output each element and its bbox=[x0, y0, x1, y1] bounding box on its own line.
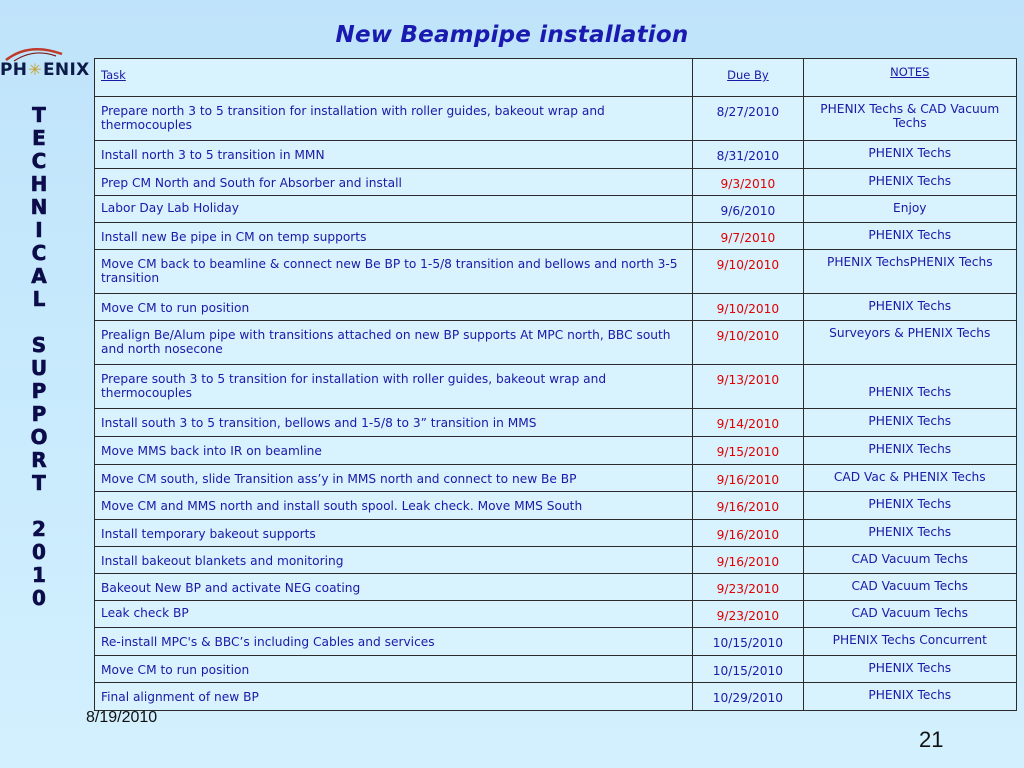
notes-cell: PHENIX Techs bbox=[803, 294, 1016, 321]
vertical-letter: C bbox=[31, 241, 47, 265]
notes-cell: PHENIX Techs bbox=[803, 169, 1016, 196]
table-row bbox=[95, 223, 1017, 250]
due-date-cell: 10/29/2010 bbox=[693, 683, 803, 711]
vertical-letter: E bbox=[32, 126, 46, 150]
notes-cell: PHENIX Techs bbox=[803, 141, 1016, 169]
vertical-letter: T bbox=[32, 471, 46, 495]
notes-cell: PHENIX Techs bbox=[803, 492, 1016, 520]
table-row bbox=[95, 409, 1017, 437]
table-row bbox=[95, 574, 1017, 601]
task-cell: Prep CM North and South for Absorber and install bbox=[95, 169, 693, 196]
task-cell: Install new Be pipe in CM on temp supports bbox=[95, 223, 693, 250]
table-row bbox=[95, 294, 1017, 321]
task-cell: Install south 3 to 5 transition, bellows and 1-5/8 to 3” transition in MMS bbox=[95, 409, 693, 437]
task-cell: Prealign Be/Alum pipe with transitions attached on new BP supports At MPC north, BBC south and north nosecone bbox=[95, 321, 693, 365]
notes-cell: PHENIX Techs bbox=[803, 437, 1016, 465]
notes-cell: PHENIX Techs & CAD Vacuum Techs bbox=[803, 97, 1016, 141]
header-notes: NOTES bbox=[803, 59, 1016, 97]
table-row bbox=[95, 250, 1017, 294]
due-date-cell: 9/15/2010 bbox=[693, 437, 803, 465]
header-task: Task bbox=[95, 59, 693, 97]
due-date-cell: 10/15/2010 bbox=[693, 628, 803, 656]
phenix-logo bbox=[0, 60, 90, 80]
due-date-cell: 9/16/2010 bbox=[693, 547, 803, 574]
notes-cell: CAD Vac & PHENIX Techs bbox=[803, 465, 1016, 492]
notes-cell: Enjoy bbox=[803, 196, 1016, 223]
vertical-letter: C bbox=[31, 149, 47, 173]
vertical-letter: L bbox=[32, 287, 46, 311]
vertical-letter bbox=[22, 495, 56, 518]
notes-cell: PHENIX Techs bbox=[803, 365, 1016, 409]
due-date-cell: 9/23/2010 bbox=[693, 574, 803, 601]
notes-cell: CAD Vacuum Techs bbox=[803, 601, 1016, 628]
table-header-row bbox=[95, 59, 1017, 97]
due-date-cell: 9/3/2010 bbox=[693, 169, 803, 196]
logo-star-icon: ✳ bbox=[28, 60, 43, 79]
logo-left-text: PH bbox=[0, 60, 28, 80]
vertical-letter: I bbox=[35, 218, 43, 242]
notes-cell: PHENIX TechsPHENIX Techs bbox=[803, 250, 1016, 294]
table-row bbox=[95, 321, 1017, 365]
table-row bbox=[95, 601, 1017, 628]
table-row bbox=[95, 365, 1017, 409]
page-number: 21 bbox=[919, 727, 944, 752]
task-cell: Re-install MPC's & BBC’s including Cables and services bbox=[95, 628, 693, 656]
vertical-letter: U bbox=[30, 356, 48, 380]
task-cell: Install bakeout blankets and monitoring bbox=[95, 547, 693, 574]
notes-cell: PHENIX Techs bbox=[803, 409, 1016, 437]
vertical-letter: P bbox=[31, 402, 47, 426]
due-date-cell: 8/31/2010 bbox=[693, 141, 803, 169]
task-cell: Install temporary bakeout supports bbox=[95, 520, 693, 547]
header-due-by: Due By bbox=[693, 59, 803, 97]
task-cell: Final alignment of new BP bbox=[95, 683, 693, 711]
logo-right-text: ENIX bbox=[43, 60, 90, 80]
table-row bbox=[95, 683, 1017, 711]
notes-cell: CAD Vacuum Techs bbox=[803, 547, 1016, 574]
due-date-cell: 9/16/2010 bbox=[693, 520, 803, 547]
task-cell: Move CM back to beamline & connect new Be BP to 1-5/8 transition and bellows and north 3-5 transition bbox=[95, 250, 693, 294]
due-date-cell: 9/23/2010 bbox=[693, 601, 803, 628]
vertical-letter: 1 bbox=[32, 563, 46, 587]
notes-cell: PHENIX Techs bbox=[803, 223, 1016, 250]
due-date-cell: 9/16/2010 bbox=[693, 465, 803, 492]
task-cell: Move CM and MMS north and install south spool. Leak check. Move MMS South bbox=[95, 492, 693, 520]
table-row bbox=[95, 196, 1017, 223]
due-date-cell: 9/10/2010 bbox=[693, 250, 803, 294]
due-date-cell: 8/27/2010 bbox=[693, 97, 803, 141]
table-row bbox=[95, 656, 1017, 683]
vertical-letter: O bbox=[30, 425, 48, 449]
notes-cell: PHENIX Techs bbox=[803, 656, 1016, 683]
task-cell: Move MMS back into IR on beamline bbox=[95, 437, 693, 465]
task-cell: Prepare north 3 to 5 transition for installation with roller guides, bakeout wrap and thermocouples bbox=[95, 97, 693, 141]
due-date-cell: 9/13/2010 bbox=[693, 365, 803, 409]
footer-date: 8/19/2010 bbox=[86, 709, 158, 726]
technical-support-vertical-text bbox=[22, 104, 56, 610]
notes-cell: CAD Vacuum Techs bbox=[803, 574, 1016, 601]
task-cell: Install north 3 to 5 transition in MMN bbox=[95, 141, 693, 169]
vertical-letter: N bbox=[30, 195, 48, 219]
due-date-cell: 9/10/2010 bbox=[693, 321, 803, 365]
notes-cell: PHENIX Techs bbox=[803, 683, 1016, 711]
due-date-cell: 9/7/2010 bbox=[693, 223, 803, 250]
task-cell: Labor Day Lab Holiday bbox=[95, 196, 693, 223]
notes-cell: PHENIX Techs bbox=[803, 520, 1016, 547]
table-row bbox=[95, 465, 1017, 492]
table-row bbox=[95, 437, 1017, 465]
table-row bbox=[95, 141, 1017, 169]
vertical-letter: S bbox=[31, 333, 47, 357]
due-date-cell: 9/16/2010 bbox=[693, 492, 803, 520]
notes-cell: PHENIX Techs Concurrent bbox=[803, 628, 1016, 656]
vertical-letter: R bbox=[31, 448, 47, 472]
due-date-cell: 9/10/2010 bbox=[693, 294, 803, 321]
table-row bbox=[95, 97, 1017, 141]
notes-cell: Surveyors & PHENIX Techs bbox=[803, 321, 1016, 365]
task-schedule-table bbox=[94, 58, 1017, 711]
table-row bbox=[95, 547, 1017, 574]
vertical-letter: A bbox=[31, 264, 47, 288]
due-date-cell: 10/15/2010 bbox=[693, 656, 803, 683]
task-cell: Bakeout New BP and activate NEG coating bbox=[95, 574, 693, 601]
vertical-letter: H bbox=[30, 172, 48, 196]
table-row bbox=[95, 492, 1017, 520]
task-cell: Move CM to run position bbox=[95, 294, 693, 321]
table-row bbox=[95, 169, 1017, 196]
task-cell: Move CM south, slide Transition ass’y in MMS north and connect to new Be BP bbox=[95, 465, 693, 492]
vertical-letter: P bbox=[31, 379, 47, 403]
vertical-letter: T bbox=[32, 103, 46, 127]
vertical-letter: 0 bbox=[32, 586, 46, 610]
task-cell: Prepare south 3 to 5 transition for installation with roller guides, bakeout wrap and thermocouples bbox=[95, 365, 693, 409]
due-date-cell: 9/6/2010 bbox=[693, 196, 803, 223]
vertical-letter: 0 bbox=[32, 540, 46, 564]
vertical-letter: 2 bbox=[32, 517, 46, 541]
table-row bbox=[95, 628, 1017, 656]
task-cell: Leak check BP bbox=[95, 601, 693, 628]
slide-title: New Beampipe installation bbox=[335, 22, 689, 48]
table-row bbox=[95, 520, 1017, 547]
vertical-letter bbox=[22, 311, 56, 334]
task-cell: Move CM to run position bbox=[95, 656, 693, 683]
due-date-cell: 9/14/2010 bbox=[693, 409, 803, 437]
